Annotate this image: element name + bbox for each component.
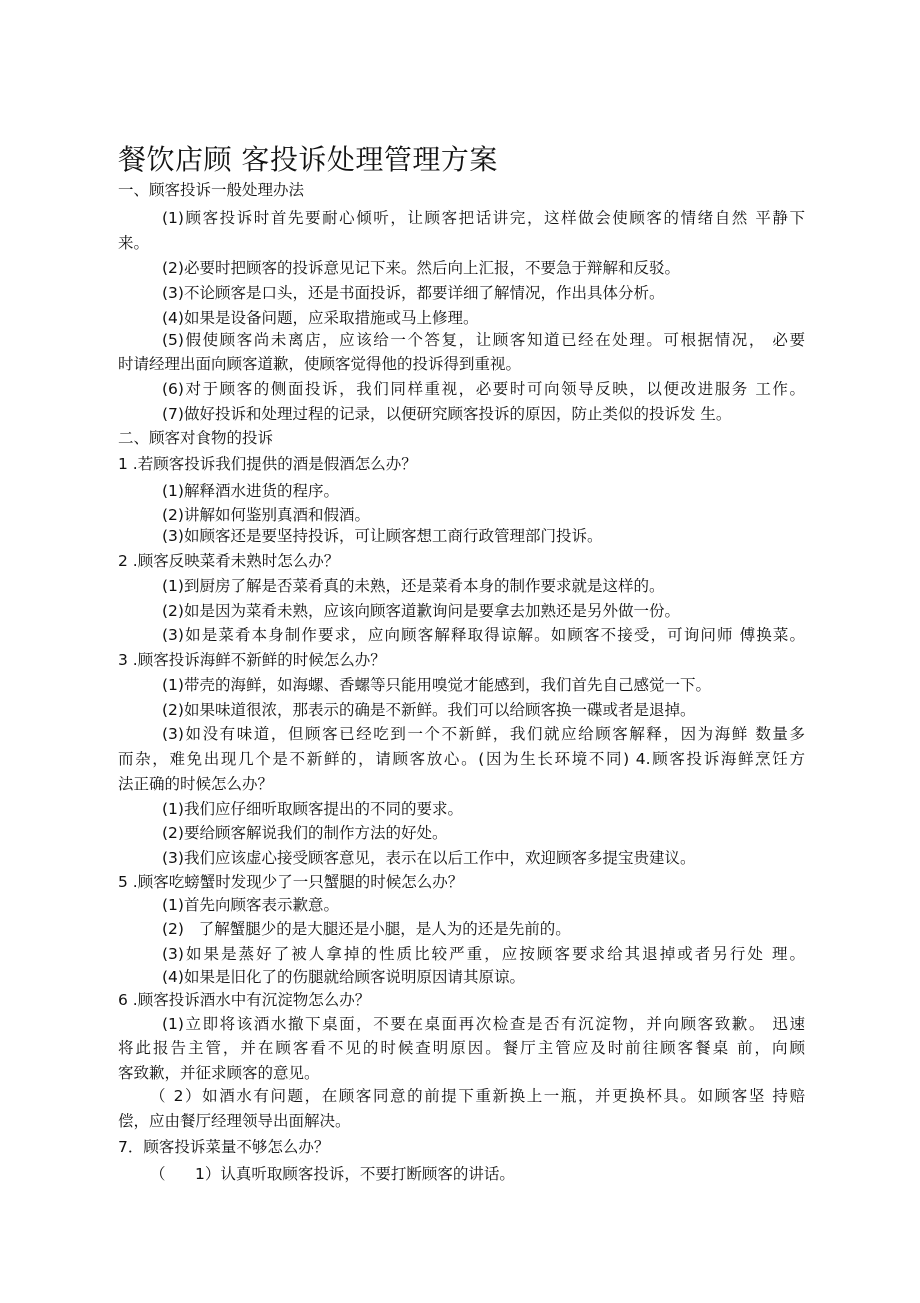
paragraph-line: （ 1）认真听取顾客投诉，不要打断顾客的讲话。 — [150, 1165, 515, 1183]
paragraph-line: (1)立即将该酒水撤下桌面，不要在桌面再次检查是否有沉淀物，并向顾客致歉。 迅速 — [162, 1015, 805, 1033]
paragraph-line: (1)我们应仔细听取顾客提出的不同的要求。 — [162, 800, 463, 818]
paragraph-line: 时请经理出面向顾客道歉，使顾客觉得他的投诉得到重视。 — [118, 355, 522, 373]
paragraph-line: (5)假使顾客尚未离店，应该给一个答复，让顾客知道已经在处理。可根据情况， 必要 — [162, 331, 805, 349]
question-heading: 1 .若顾客投诉我们提供的酒是假酒怎么办？ — [118, 455, 417, 473]
paragraph-line: 将此报告主管，并在顾客看不见的时候查明原因。餐厅主管应及时前往顾客餐桌 前，向顾 — [118, 1039, 805, 1057]
paragraph-line: (1)首先向顾客表示歉意。 — [162, 896, 339, 914]
paragraph-line: (2)必要时把顾客的投诉意见记下来。然后向上汇报，不要急于辩解和反驳。 — [162, 259, 680, 277]
paragraph-line: (1)带壳的海鲜，如海螺、香螺等只能用嗅觉才能感到，我们首先自己感觉一下。 — [162, 676, 711, 694]
paragraph-line: (1)顾客投诉时首先要耐心倾听，让顾客把话讲完，这样做会使顾客的情绪自然 平静下 — [162, 209, 805, 227]
document-title: 餐饮店顾 客投诉处理管理方案 — [118, 143, 498, 176]
paragraph-line: (4)如果是旧化了的伤腿就给顾客说明原因请其原谅。 — [162, 968, 525, 986]
paragraph-line: (3)我们应该虚心接受顾客意见，表示在以后工作中，欢迎顾客多提宝贵建议。 — [162, 849, 696, 867]
section-heading: 二、顾客对食物的投诉 — [118, 429, 274, 447]
paragraph-line: (2)如是因为菜肴未熟，应该向顾客道歉询问是要拿去加熟还是另外做一份。 — [162, 602, 680, 620]
paragraph-line: （ 2）如酒水有问题，在顾客同意的前提下重新换上一瓶，并更换杯具。如顾客坚 持赔 — [150, 1087, 805, 1105]
paragraph-line: (2)如果味道很浓，那表示的确是不新鲜。我们可以给顾客换一碟或者是退掉。 — [162, 701, 696, 719]
question-heading: 3 .顾客投诉海鲜不新鲜的时候怎么办？ — [118, 651, 386, 669]
question-heading: 5 .顾客吃螃蟹时发现少了一只蟹腿的时候怎么办？ — [118, 873, 464, 891]
question-heading: 7．顾客投诉菜量不够怎么办？ — [118, 1138, 330, 1156]
paragraph-line: (3)如是菜肴本身制作要求，应向顾客解释取得谅解。如顾客不接受，可询问师 傅换菜。 — [162, 626, 805, 644]
paragraph-line: (3)如没有味道，但顾客已经吃到一个不新鲜，我们就应给顾客解释，因为海鲜 数量多 — [162, 725, 805, 743]
section-heading: 一、顾客投诉一般处理办法 — [118, 181, 305, 199]
question-heading: 6 .顾客投诉酒水中有沉淀物怎么办？ — [118, 991, 371, 1009]
paragraph-line: (1)解释酒水进货的程序。 — [162, 482, 339, 500]
paragraph-line: 法正确的时候怎么办？ — [118, 775, 274, 793]
paragraph-line: 而杂，难免出现几个是不新鲜的，请顾客放心。(因为生长环境不同) 4.顾客投诉海鲜烹饪方 — [118, 750, 805, 768]
question-heading: 2 .顾客反映菜肴未熟时怎么办？ — [118, 552, 340, 570]
paragraph-line: (4)如果是设备问题，应采取措施或马上修理。 — [162, 309, 479, 327]
paragraph-line: 客致歉，并征求顾客的意见。 — [118, 1064, 320, 1082]
paragraph-line: (6)对于顾客的侧面投诉，我们同样重视，必要时可向领导反映，以便改进服务 工作。 — [162, 380, 805, 398]
paragraph-line: (2)讲解如何鉴别真酒和假酒。 — [162, 506, 370, 524]
paragraph-line: 偿，应由餐厅经理领导出面解决。 — [118, 1112, 351, 1130]
paragraph-line: (3)如顾客还是要坚持投诉，可让顾客想工商行政管理部门投诉。 — [162, 527, 603, 545]
paragraph-line: (3)不论顾客是口头，还是书面投诉，都要详细了解情况，作出具体分析。 — [162, 284, 665, 302]
paragraph-line: 来。 — [118, 234, 150, 252]
paragraph-line: (3)如果是蒸好了被人拿掉的性质比较严重，应按顾客要求给其退掉或者另行处 理。 — [162, 945, 805, 963]
paragraph-line: (7)做好投诉和处理过程的记录，以便研究顾客投诉的原因，防止类似的投诉发 生。 — [162, 405, 732, 423]
paragraph-line: (2)要给顾客解说我们的制作方法的好处。 — [162, 824, 448, 842]
paragraph-line: (1)到厨房了解是否菜肴真的未熟，还是菜肴本身的制作要求就是这样的。 — [162, 577, 665, 595]
paragraph-line: (2) 了解蟹腿少的是大腿还是小腿，是人为的还是先前的。 — [162, 920, 571, 938]
